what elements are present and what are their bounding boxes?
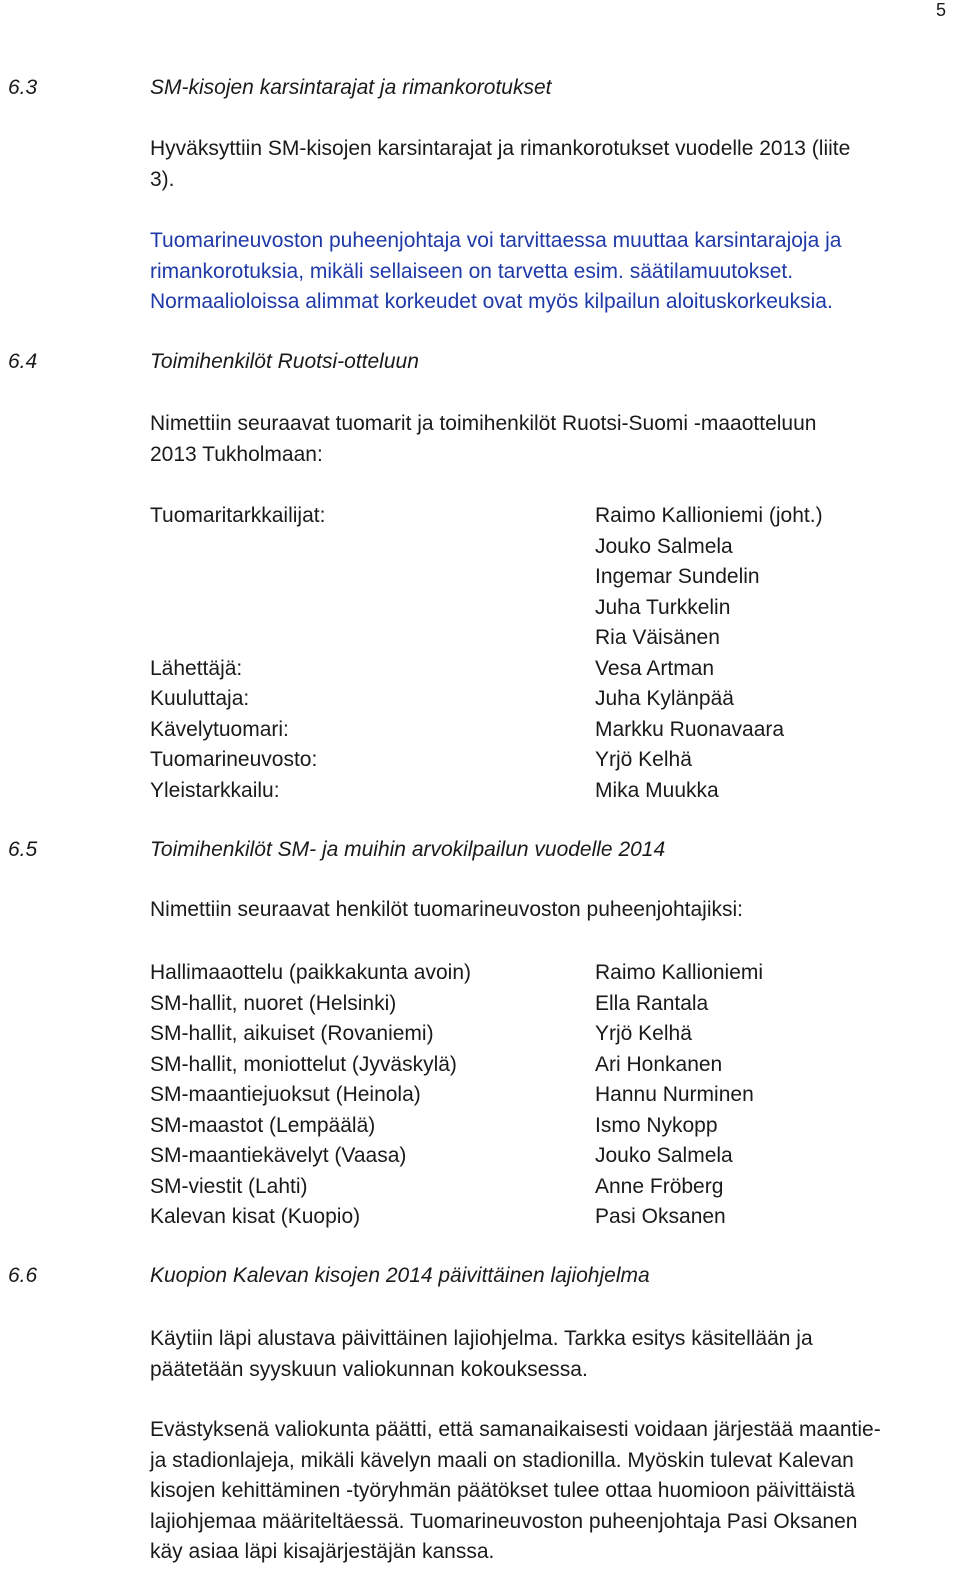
official-name: Yrjö Kelhä xyxy=(595,748,692,771)
official-name: Raimo Kallioniemi (joht.) xyxy=(595,504,823,527)
chairperson-name: Raimo Kallioniemi xyxy=(595,961,764,984)
competition-item: SM-hallit, aikuiset (Rovaniemi) xyxy=(150,1022,434,1045)
role-label xyxy=(150,593,325,624)
page-number: 5 xyxy=(936,0,947,20)
section-title-6-5: Toimihenkilöt SM- ja muihin arvokilpailun vuodelle 2014 xyxy=(150,838,666,861)
chairperson-name: Jouko Salmela xyxy=(595,1144,733,1167)
section-number-6-4: 6.4 xyxy=(8,350,38,373)
officials-names-list xyxy=(595,501,823,806)
section-number-6-5: 6.5 xyxy=(8,838,38,861)
text-line: 2013 Tukholmaan: xyxy=(150,442,323,466)
officials-roles-list xyxy=(150,501,325,806)
role-label xyxy=(150,562,325,593)
chairperson-name: Ari Honkanen xyxy=(595,1052,723,1076)
text-line: lajiohjemaa määriteltäessä. Tuomarineuvoston puheenjohtaja Pasi Oksanen xyxy=(150,1509,858,1533)
role-label xyxy=(150,623,325,654)
competition-item: SM-viestit (Lahti) xyxy=(150,1174,308,1198)
paragraph-6-5-intro: Nimettiin seuraavat henkilöt tuomarineuvoston puheenjohtajiksi: xyxy=(150,898,744,921)
paragraph-6-3-1 xyxy=(150,134,850,195)
official-name: Ingemar Sundelin xyxy=(595,565,760,588)
chairperson-name: Ismo Nykopp xyxy=(595,1113,718,1137)
text-line: Nimettiin seuraavat tuomarit ja toimihenkilöt Ruotsi-Suomi -maaotteluun xyxy=(150,412,817,435)
text-line: Hyväksyttiin SM-kisojen karsintarajat ja rimankorotukset vuodelle 2013 (liite xyxy=(150,137,851,160)
role-label xyxy=(150,532,325,563)
text-line: Evästyksenä valiokunta päätti, että samanaikaisesti voidaan järjestää maantie- xyxy=(150,1418,881,1441)
chairperson-name: Ella Rantala xyxy=(595,991,709,1015)
competition-item: SM-maantiekävelyt (Vaasa) xyxy=(150,1144,407,1167)
text-line: kisojen kehittäminen -työryhmän päätökset tulee ottaa huomioon päivittäistä xyxy=(150,1479,856,1502)
official-name: Juha Kylänpää xyxy=(595,687,734,710)
section-title-6-4: Toimihenkilöt Ruotsi-otteluun xyxy=(150,350,419,373)
official-name: Vesa Artman xyxy=(595,656,715,680)
section-number-6-3: 6.3 xyxy=(8,76,38,99)
paragraph-6-3-2 xyxy=(150,226,841,318)
role-label: Kävelytuomari: xyxy=(150,717,289,741)
text-line: ja stadionlajeja, mikäli kävelyn maali on stadionilla. Myöskin tulevat Kalevan xyxy=(150,1448,854,1472)
section-number-6-6: 6.6 xyxy=(8,1264,38,1287)
role-label: Kuuluttaja: xyxy=(150,687,250,710)
role-label: Yleistarkkailu: xyxy=(150,778,280,802)
text-line: rimankorotuksia, mikäli sellaiseen on tarvetta esim. säätilamuutokset. xyxy=(150,259,794,283)
text-line: Käytiin läpi alustava päivittäinen lajiohjelma. Tarkka esitys käsitellään ja xyxy=(150,1327,813,1350)
role-label: Tuomaritarkkailijat: xyxy=(150,504,326,527)
competition-item: Hallimaaottelu (paikkakunta avoin) xyxy=(150,961,471,984)
competition-item: Kalevan kisat (Kuopio) xyxy=(150,1205,361,1228)
official-name: Juha Turkkelin xyxy=(595,595,731,619)
text-line: Normaalioloissa alimmat korkeudet ovat myös kilpailun aloituskorkeuksia. xyxy=(150,290,833,313)
role-label: Tuomarineuvosto: xyxy=(150,748,318,771)
section-title-6-6: Kuopion Kalevan kisojen 2014 päivittäinen lajiohjelma xyxy=(150,1264,650,1287)
competitions-list xyxy=(150,958,471,1233)
role-label: Lähettäjä: xyxy=(150,656,243,680)
paragraph-6-6-2 xyxy=(150,1415,881,1568)
chairperson-name: Yrjö Kelhä xyxy=(595,1022,692,1045)
chairperson-name: Anne Fröberg xyxy=(595,1174,724,1198)
text-line: päätetään syyskuun valiokunnan kokouksessa. xyxy=(150,1357,588,1381)
paragraph-6-6-1 xyxy=(150,1324,813,1385)
official-name: Jouko Salmela xyxy=(595,534,733,558)
competition-item: SM-hallit, moniottelut (Jyväskylä) xyxy=(150,1052,457,1076)
paragraph-6-4-intro xyxy=(150,409,816,470)
official-name: Ria Väisänen xyxy=(595,626,720,649)
text-line: käy asiaa läpi kisajärjestäjän kanssa. xyxy=(150,1540,495,1563)
chairperson-name: Pasi Oksanen xyxy=(595,1205,726,1228)
competition-item: SM-maastot (Lempäälä) xyxy=(150,1113,376,1137)
official-name: Mika Muukka xyxy=(595,778,719,802)
official-name: Markku Ruonavaara xyxy=(595,717,785,741)
competition-item: SM-maantiejuoksut (Heinola) xyxy=(150,1083,421,1106)
chairperson-name: Hannu Nurminen xyxy=(595,1083,754,1106)
competition-item: SM-hallit, nuoret (Helsinki) xyxy=(150,991,397,1015)
text-line: Tuomarineuvoston puheenjohtaja voi tarvittaessa muuttaa karsintarajoja ja xyxy=(150,229,842,252)
chairpersons-list xyxy=(595,958,763,1233)
text-line: 3). xyxy=(150,167,175,191)
section-title-6-3: SM-kisojen karsintarajat ja rimankorotukset xyxy=(150,76,552,99)
